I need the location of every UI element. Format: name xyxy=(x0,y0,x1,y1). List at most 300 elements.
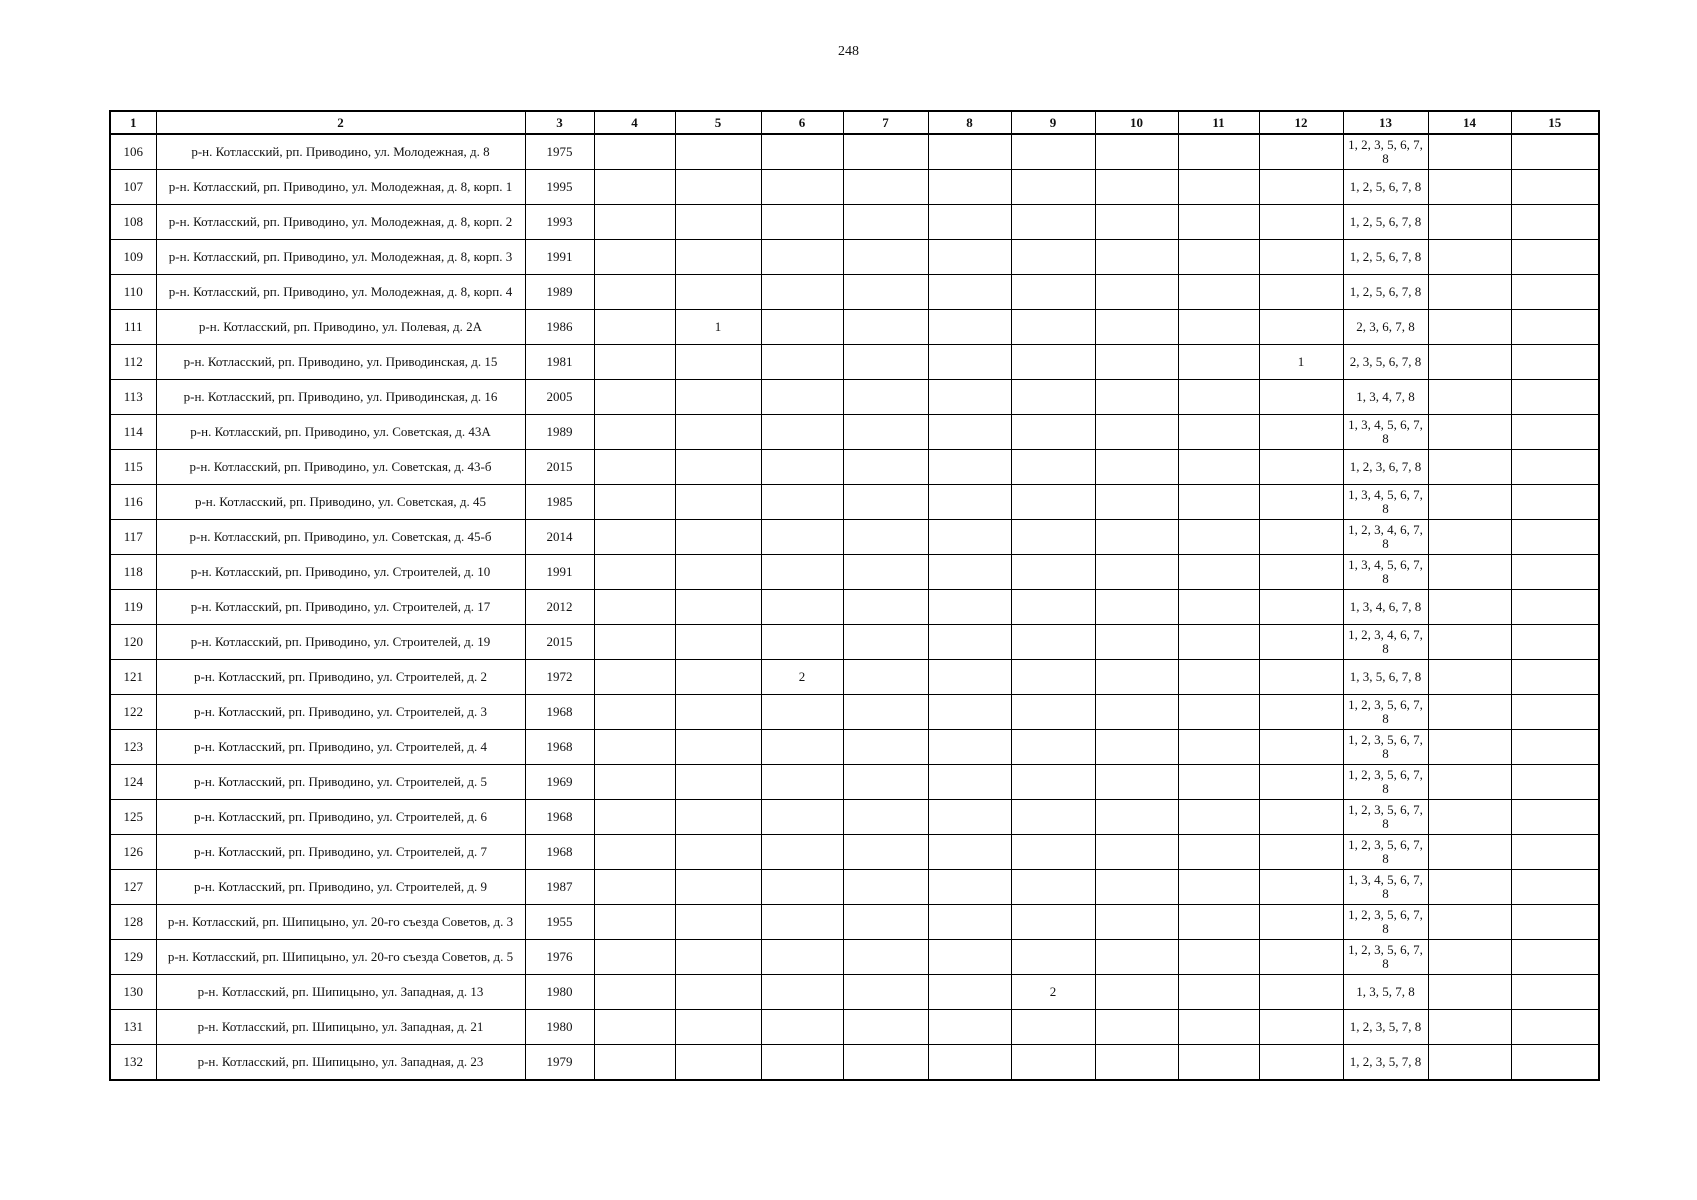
col-14-cell xyxy=(1428,870,1511,905)
col-6-cell xyxy=(761,415,843,450)
table-row xyxy=(110,940,1599,975)
col-8-cell xyxy=(928,310,1011,345)
col-4-cell xyxy=(594,310,675,345)
address-cell: р-н. Котласский, рп. Шипицыно, ул. Западная, д. 21 xyxy=(156,1010,525,1045)
year-cell: 1989 xyxy=(525,275,594,310)
year-cell: 1980 xyxy=(525,975,594,1010)
col-4-cell xyxy=(594,450,675,485)
col-7-cell xyxy=(843,660,928,695)
address-cell: р-н. Котласский, рп. Приводино, ул. Советская, д. 43А xyxy=(156,415,525,450)
address-cell: р-н. Котласский, рп. Приводино, ул. Приводинская, д. 15 xyxy=(156,345,525,380)
col-12-cell xyxy=(1259,800,1343,835)
col-11-cell xyxy=(1178,450,1259,485)
col-5-cell xyxy=(675,485,761,520)
row-number-cell: 108 xyxy=(110,205,156,240)
col-4-cell xyxy=(594,1010,675,1045)
col-5-cell xyxy=(675,205,761,240)
col-11-cell xyxy=(1178,835,1259,870)
col-13-cell: 1, 2, 3, 5, 7, 8 xyxy=(1343,1010,1428,1045)
col-13-cell: 1, 2, 3, 5, 7, 8 xyxy=(1343,1045,1428,1081)
address-cell: р-н. Котласский, рп. Приводино, ул. Советская, д. 45 xyxy=(156,485,525,520)
col-9-cell xyxy=(1011,660,1095,695)
col-12-cell xyxy=(1259,134,1343,170)
row-number-cell: 125 xyxy=(110,800,156,835)
col-8-cell xyxy=(928,485,1011,520)
year-cell: 1986 xyxy=(525,310,594,345)
col-5-cell xyxy=(675,870,761,905)
col-7-cell xyxy=(843,590,928,625)
col-10-cell xyxy=(1095,730,1178,765)
col-8-cell xyxy=(928,975,1011,1010)
col-5-cell xyxy=(675,625,761,660)
col-11-cell xyxy=(1178,275,1259,310)
col-14-cell xyxy=(1428,520,1511,555)
col-14-cell xyxy=(1428,240,1511,275)
col-5-cell xyxy=(675,800,761,835)
col-11-cell xyxy=(1178,695,1259,730)
col-9-cell xyxy=(1011,695,1095,730)
col-9-cell xyxy=(1011,870,1095,905)
col-13-cell: 1, 2, 5, 6, 7, 8 xyxy=(1343,275,1428,310)
row-number-cell: 132 xyxy=(110,1045,156,1081)
col-13-cell: 1, 3, 4, 5, 6, 7, 8 xyxy=(1343,415,1428,450)
row-number-cell: 115 xyxy=(110,450,156,485)
col-10-cell xyxy=(1095,765,1178,800)
table-row xyxy=(110,800,1599,835)
table-row xyxy=(110,310,1599,345)
col-12-cell xyxy=(1259,450,1343,485)
col-11-cell xyxy=(1178,975,1259,1010)
col-4-cell xyxy=(594,800,675,835)
col-6-cell xyxy=(761,765,843,800)
col-4-cell xyxy=(594,205,675,240)
table-row xyxy=(110,485,1599,520)
col-7-cell xyxy=(843,975,928,1010)
col-15-cell xyxy=(1511,695,1599,730)
col-4-cell xyxy=(594,660,675,695)
col-4-cell xyxy=(594,415,675,450)
col-8-cell xyxy=(928,730,1011,765)
table-row xyxy=(110,590,1599,625)
col-15-cell xyxy=(1511,310,1599,345)
col-6-cell xyxy=(761,380,843,415)
col-8-cell xyxy=(928,275,1011,310)
col-4-cell xyxy=(594,940,675,975)
table-row xyxy=(110,695,1599,730)
col-8-cell xyxy=(928,380,1011,415)
col-8-cell xyxy=(928,240,1011,275)
year-cell: 1995 xyxy=(525,170,594,205)
col-11-cell xyxy=(1178,345,1259,380)
year-cell: 1979 xyxy=(525,1045,594,1081)
col-10-cell xyxy=(1095,660,1178,695)
col-10-cell xyxy=(1095,170,1178,205)
col-13-cell: 1, 2, 3, 5, 6, 7, 8 xyxy=(1343,134,1428,170)
col-6-cell xyxy=(761,205,843,240)
col-15-cell xyxy=(1511,730,1599,765)
row-number-cell: 112 xyxy=(110,345,156,380)
col-10-cell xyxy=(1095,275,1178,310)
col-13-cell: 1, 2, 3, 5, 6, 7, 8 xyxy=(1343,765,1428,800)
col-10-cell xyxy=(1095,835,1178,870)
col-10-cell xyxy=(1095,345,1178,380)
col-8-cell xyxy=(928,590,1011,625)
year-cell: 1976 xyxy=(525,940,594,975)
col-6-cell xyxy=(761,240,843,275)
table-row xyxy=(110,345,1599,380)
col-13-cell: 1, 2, 3, 5, 6, 7, 8 xyxy=(1343,940,1428,975)
col-9-cell xyxy=(1011,590,1095,625)
address-cell: р-н. Котласский, рп. Приводино, ул. Строителей, д. 2 xyxy=(156,660,525,695)
col-10-cell xyxy=(1095,1010,1178,1045)
col-15-cell xyxy=(1511,625,1599,660)
address-cell: р-н. Котласский, рп. Приводино, ул. Строителей, д. 9 xyxy=(156,870,525,905)
col-5-cell xyxy=(675,835,761,870)
table-row xyxy=(110,1010,1599,1045)
col-5-cell xyxy=(675,415,761,450)
row-number-cell: 106 xyxy=(110,134,156,170)
column-header-5: 5 xyxy=(675,111,761,134)
col-5-cell xyxy=(675,275,761,310)
address-cell: р-н. Котласский, рп. Приводино, ул. Строителей, д. 3 xyxy=(156,695,525,730)
year-cell: 1968 xyxy=(525,800,594,835)
col-14-cell xyxy=(1428,345,1511,380)
col-5-cell xyxy=(675,765,761,800)
col-13-cell: 1, 2, 3, 6, 7, 8 xyxy=(1343,450,1428,485)
year-cell: 1987 xyxy=(525,870,594,905)
col-5-cell xyxy=(675,975,761,1010)
address-cell: р-н. Котласский, рп. Приводино, ул. Молодежная, д. 8 xyxy=(156,134,525,170)
row-number-cell: 122 xyxy=(110,695,156,730)
col-11-cell xyxy=(1178,170,1259,205)
table-row xyxy=(110,730,1599,765)
col-10-cell xyxy=(1095,870,1178,905)
col-7-cell xyxy=(843,870,928,905)
col-5-cell xyxy=(675,170,761,205)
year-cell: 1980 xyxy=(525,1010,594,1045)
col-15-cell xyxy=(1511,205,1599,240)
col-13-cell: 1, 2, 5, 6, 7, 8 xyxy=(1343,170,1428,205)
row-number-cell: 116 xyxy=(110,485,156,520)
col-7-cell xyxy=(843,450,928,485)
col-13-cell: 1, 3, 4, 6, 7, 8 xyxy=(1343,590,1428,625)
col-4-cell xyxy=(594,905,675,940)
col-8-cell xyxy=(928,695,1011,730)
col-12-cell xyxy=(1259,590,1343,625)
col-8-cell xyxy=(928,1010,1011,1045)
col-9-cell xyxy=(1011,205,1095,240)
table-row xyxy=(110,170,1599,205)
col-15-cell xyxy=(1511,835,1599,870)
col-15-cell xyxy=(1511,240,1599,275)
col-12-cell xyxy=(1259,380,1343,415)
col-8-cell xyxy=(928,134,1011,170)
col-9-cell xyxy=(1011,240,1095,275)
col-5-cell: 1 xyxy=(675,310,761,345)
col-14-cell xyxy=(1428,170,1511,205)
col-11-cell xyxy=(1178,520,1259,555)
col-15-cell xyxy=(1511,800,1599,835)
year-cell: 1985 xyxy=(525,485,594,520)
col-5-cell xyxy=(675,555,761,590)
col-13-cell: 2, 3, 6, 7, 8 xyxy=(1343,310,1428,345)
column-header-15: 15 xyxy=(1511,111,1599,134)
col-12-cell xyxy=(1259,975,1343,1010)
page-number: 248 xyxy=(838,44,859,59)
col-6-cell: 2 xyxy=(761,660,843,695)
col-5-cell xyxy=(675,905,761,940)
col-15-cell xyxy=(1511,940,1599,975)
col-13-cell: 1, 2, 5, 6, 7, 8 xyxy=(1343,205,1428,240)
col-13-cell: 1, 2, 3, 5, 6, 7, 8 xyxy=(1343,800,1428,835)
col-11-cell xyxy=(1178,380,1259,415)
col-6-cell xyxy=(761,310,843,345)
col-8-cell xyxy=(928,870,1011,905)
col-5-cell xyxy=(675,520,761,555)
table-row xyxy=(110,520,1599,555)
col-12-cell xyxy=(1259,765,1343,800)
col-14-cell xyxy=(1428,380,1511,415)
col-12-cell xyxy=(1259,520,1343,555)
table-row xyxy=(110,765,1599,800)
col-13-cell: 1, 3, 4, 5, 6, 7, 8 xyxy=(1343,485,1428,520)
col-13-cell: 1, 3, 5, 7, 8 xyxy=(1343,975,1428,1010)
col-6-cell xyxy=(761,905,843,940)
col-6-cell xyxy=(761,940,843,975)
col-12-cell xyxy=(1259,835,1343,870)
col-12-cell xyxy=(1259,205,1343,240)
col-4-cell xyxy=(594,275,675,310)
year-cell: 1968 xyxy=(525,730,594,765)
col-7-cell xyxy=(843,275,928,310)
col-15-cell xyxy=(1511,975,1599,1010)
col-6-cell xyxy=(761,555,843,590)
address-cell: р-н. Котласский, рп. Приводино, ул. Приводинская, д. 16 xyxy=(156,380,525,415)
col-13-cell: 1, 3, 5, 6, 7, 8 xyxy=(1343,660,1428,695)
col-9-cell xyxy=(1011,765,1095,800)
row-number-cell: 124 xyxy=(110,765,156,800)
col-9-cell xyxy=(1011,835,1095,870)
row-number-cell: 127 xyxy=(110,870,156,905)
col-6-cell xyxy=(761,835,843,870)
col-14-cell xyxy=(1428,555,1511,590)
col-12-cell xyxy=(1259,940,1343,975)
col-10-cell xyxy=(1095,590,1178,625)
col-4-cell xyxy=(594,170,675,205)
col-13-cell: 1, 2, 3, 5, 6, 7, 8 xyxy=(1343,905,1428,940)
col-9-cell xyxy=(1011,555,1095,590)
year-cell: 2015 xyxy=(525,625,594,660)
year-cell: 1955 xyxy=(525,905,594,940)
year-cell: 2014 xyxy=(525,520,594,555)
col-13-cell: 2, 3, 5, 6, 7, 8 xyxy=(1343,345,1428,380)
col-7-cell xyxy=(843,485,928,520)
col-14-cell xyxy=(1428,765,1511,800)
address-cell: р-н. Котласский, рп. Шипицыно, ул. 20-го съезда Советов, д. 3 xyxy=(156,905,525,940)
col-12-cell xyxy=(1259,905,1343,940)
col-10-cell xyxy=(1095,625,1178,660)
col-7-cell xyxy=(843,520,928,555)
column-header-7: 7 xyxy=(843,111,928,134)
address-cell: р-н. Котласский, рп. Шипицыно, ул. Западная, д. 23 xyxy=(156,1045,525,1081)
col-6-cell xyxy=(761,345,843,380)
row-number-cell: 119 xyxy=(110,590,156,625)
col-4-cell xyxy=(594,765,675,800)
col-7-cell xyxy=(843,905,928,940)
col-4-cell xyxy=(594,485,675,520)
address-cell: р-н. Котласский, рп. Приводино, ул. Строителей, д. 6 xyxy=(156,800,525,835)
col-11-cell xyxy=(1178,870,1259,905)
year-cell: 1972 xyxy=(525,660,594,695)
address-cell: р-н. Котласский, рп. Приводино, ул. Молодежная, д. 8, корп. 3 xyxy=(156,240,525,275)
col-7-cell xyxy=(843,730,928,765)
col-15-cell xyxy=(1511,275,1599,310)
col-11-cell xyxy=(1178,240,1259,275)
col-14-cell xyxy=(1428,205,1511,240)
address-cell: р-н. Котласский, рп. Приводино, ул. Советская, д. 45-б xyxy=(156,520,525,555)
col-4-cell xyxy=(594,870,675,905)
column-header-4: 4 xyxy=(594,111,675,134)
col-10-cell xyxy=(1095,450,1178,485)
col-9-cell xyxy=(1011,800,1095,835)
col-7-cell xyxy=(843,835,928,870)
col-15-cell xyxy=(1511,555,1599,590)
col-5-cell xyxy=(675,450,761,485)
address-cell: р-н. Котласский, рп. Шипицыно, ул. 20-го съезда Советов, д. 5 xyxy=(156,940,525,975)
col-10-cell xyxy=(1095,800,1178,835)
col-4-cell xyxy=(594,835,675,870)
table-row xyxy=(110,625,1599,660)
address-cell: р-н. Котласский, рп. Приводино, ул. Молодежная, д. 8, корп. 1 xyxy=(156,170,525,205)
col-14-cell xyxy=(1428,1010,1511,1045)
row-number-cell: 111 xyxy=(110,310,156,345)
col-12-cell xyxy=(1259,660,1343,695)
table-body xyxy=(110,134,1599,1080)
col-14-cell xyxy=(1428,625,1511,660)
row-number-cell: 117 xyxy=(110,520,156,555)
col-7-cell xyxy=(843,1010,928,1045)
col-6-cell xyxy=(761,485,843,520)
col-8-cell xyxy=(928,800,1011,835)
col-10-cell xyxy=(1095,134,1178,170)
col-14-cell xyxy=(1428,695,1511,730)
col-4-cell xyxy=(594,730,675,765)
col-13-cell: 1, 2, 3, 4, 6, 7, 8 xyxy=(1343,625,1428,660)
col-6-cell xyxy=(761,975,843,1010)
address-cell: р-н. Котласский, рп. Шипицыно, ул. Западная, д. 13 xyxy=(156,975,525,1010)
year-cell: 1981 xyxy=(525,345,594,380)
col-14-cell xyxy=(1428,1045,1511,1081)
col-9-cell xyxy=(1011,450,1095,485)
col-6-cell xyxy=(761,1045,843,1081)
col-10-cell xyxy=(1095,415,1178,450)
col-8-cell xyxy=(928,415,1011,450)
col-9-cell xyxy=(1011,345,1095,380)
col-9-cell xyxy=(1011,905,1095,940)
col-7-cell xyxy=(843,695,928,730)
col-14-cell xyxy=(1428,835,1511,870)
col-5-cell xyxy=(675,590,761,625)
col-4-cell xyxy=(594,380,675,415)
col-9-cell xyxy=(1011,730,1095,765)
col-4-cell xyxy=(594,345,675,380)
table-row xyxy=(110,835,1599,870)
row-number-cell: 118 xyxy=(110,555,156,590)
col-13-cell: 1, 2, 5, 6, 7, 8 xyxy=(1343,240,1428,275)
row-number-cell: 113 xyxy=(110,380,156,415)
col-12-cell xyxy=(1259,1010,1343,1045)
row-number-cell: 130 xyxy=(110,975,156,1010)
col-6-cell xyxy=(761,450,843,485)
col-9-cell xyxy=(1011,134,1095,170)
col-7-cell xyxy=(843,380,928,415)
col-8-cell xyxy=(928,1045,1011,1081)
col-8-cell xyxy=(928,835,1011,870)
col-6-cell xyxy=(761,625,843,660)
col-4-cell xyxy=(594,625,675,660)
col-9-cell xyxy=(1011,310,1095,345)
col-15-cell xyxy=(1511,380,1599,415)
col-14-cell xyxy=(1428,590,1511,625)
row-number-cell: 123 xyxy=(110,730,156,765)
col-7-cell xyxy=(843,555,928,590)
col-14-cell xyxy=(1428,940,1511,975)
col-13-cell: 1, 2, 3, 5, 6, 7, 8 xyxy=(1343,835,1428,870)
year-cell: 1989 xyxy=(525,415,594,450)
col-7-cell xyxy=(843,940,928,975)
col-12-cell xyxy=(1259,310,1343,345)
col-10-cell xyxy=(1095,1045,1178,1081)
col-4-cell xyxy=(594,695,675,730)
col-4-cell xyxy=(594,555,675,590)
col-4-cell xyxy=(594,590,675,625)
col-15-cell xyxy=(1511,170,1599,205)
col-12-cell xyxy=(1259,485,1343,520)
col-6-cell xyxy=(761,590,843,625)
col-7-cell xyxy=(843,310,928,345)
table-row xyxy=(110,450,1599,485)
col-10-cell xyxy=(1095,520,1178,555)
row-number-cell: 120 xyxy=(110,625,156,660)
col-5-cell xyxy=(675,345,761,380)
table-row xyxy=(110,380,1599,415)
col-15-cell xyxy=(1511,485,1599,520)
col-15-cell xyxy=(1511,415,1599,450)
col-15-cell xyxy=(1511,1045,1599,1081)
col-6-cell xyxy=(761,800,843,835)
col-14-cell xyxy=(1428,450,1511,485)
col-14-cell xyxy=(1428,800,1511,835)
row-number-cell: 107 xyxy=(110,170,156,205)
col-11-cell xyxy=(1178,1045,1259,1081)
col-8-cell xyxy=(928,660,1011,695)
address-cell: р-н. Котласский, рп. Приводино, ул. Строителей, д. 7 xyxy=(156,835,525,870)
column-header-2: 2 xyxy=(156,111,525,134)
col-6-cell xyxy=(761,1010,843,1045)
col-10-cell xyxy=(1095,940,1178,975)
col-8-cell xyxy=(928,555,1011,590)
col-4-cell xyxy=(594,1045,675,1081)
table-row xyxy=(110,660,1599,695)
address-cell: р-н. Котласский, рп. Приводино, ул. Строителей, д. 10 xyxy=(156,555,525,590)
col-11-cell xyxy=(1178,765,1259,800)
col-7-cell xyxy=(843,205,928,240)
col-6-cell xyxy=(761,870,843,905)
row-number-cell: 110 xyxy=(110,275,156,310)
col-5-cell xyxy=(675,660,761,695)
housing-register-table xyxy=(109,110,1600,1081)
col-9-cell xyxy=(1011,485,1095,520)
